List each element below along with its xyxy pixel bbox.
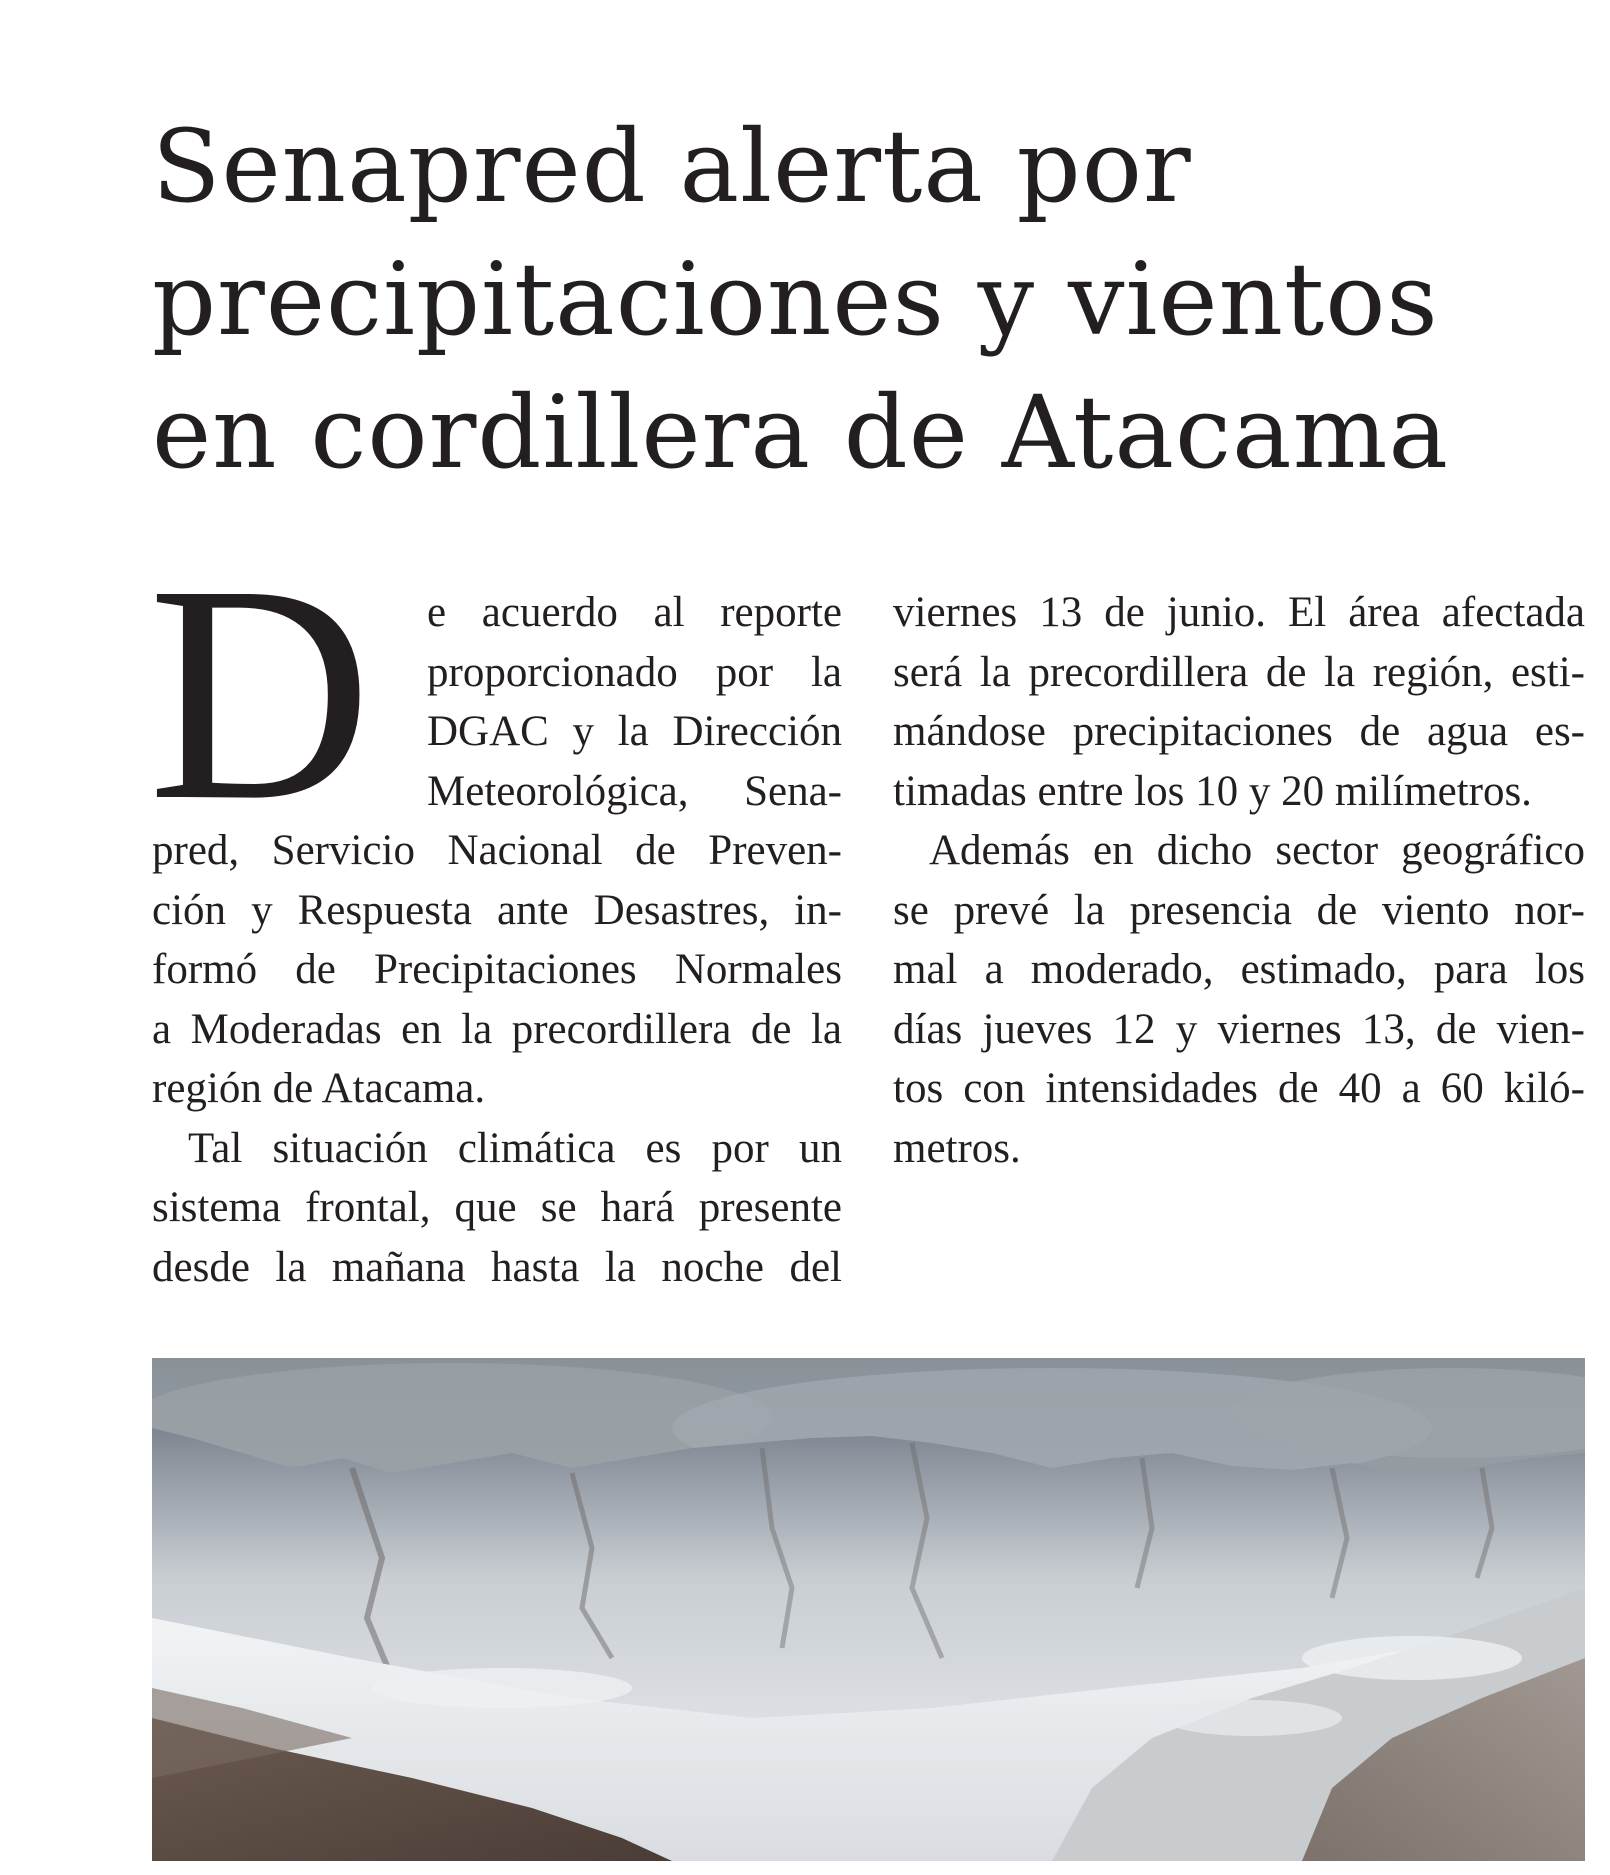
body-line: será la precordillera de la región, esti-	[893, 648, 1585, 696]
body-line: se prevé la presencia de viento nor-	[893, 886, 1585, 934]
body-line: días jueves 12 y viernes 13, de vien-	[893, 1005, 1585, 1053]
mountain-photo	[152, 1358, 1585, 1861]
headline-line: precipitaciones y vientos	[152, 241, 1439, 358]
body-line: metros.	[893, 1124, 1021, 1172]
body-line: tos con intensidades de 40 a 60 kiló-	[893, 1065, 1585, 1112]
headline-line: en cordillera de Atacama	[152, 374, 1450, 491]
body-line: desde la mañana hasta la noche del	[152, 1243, 842, 1291]
body-line: formó de Precipitaciones Normales	[152, 946, 842, 993]
body-column-left	[152, 583, 842, 1297]
body-line: pred, Servicio Nacional de Preven-	[152, 827, 842, 874]
body-line: sistema frontal, que se hará presente	[152, 1184, 842, 1231]
body-line: proporcionado por la	[427, 648, 842, 696]
headline-line: Senapred alerta por	[152, 108, 1192, 225]
body-line: Tal situación climática es por un	[188, 1124, 842, 1172]
body-line: e acuerdo al reporte	[427, 589, 842, 636]
body-line: ción y Respuesta ante Desastres, in-	[152, 886, 842, 934]
body-line: Además en dicho sector geográfico	[929, 827, 1585, 874]
body-line: Meteorológica, Sena-	[427, 767, 842, 815]
body-line: región de Atacama.	[152, 1065, 486, 1112]
headline	[152, 100, 1552, 499]
body-column-right	[893, 583, 1585, 1178]
drop-cap: D	[148, 522, 372, 865]
body-line: DGAC y la Dirección	[427, 708, 842, 755]
body-line: viernes 13 de junio. El área afectada	[893, 589, 1585, 636]
mountain-photo-illustration	[152, 1358, 1585, 1861]
body-line: mándose precipitaciones de agua es-	[893, 708, 1585, 755]
body-line: timadas entre los 10 y 20 milímetros.	[893, 767, 1532, 815]
body-line: mal a moderado, estimado, para los	[893, 946, 1585, 993]
body-line: a Moderadas en la precordillera de la	[152, 1005, 842, 1053]
